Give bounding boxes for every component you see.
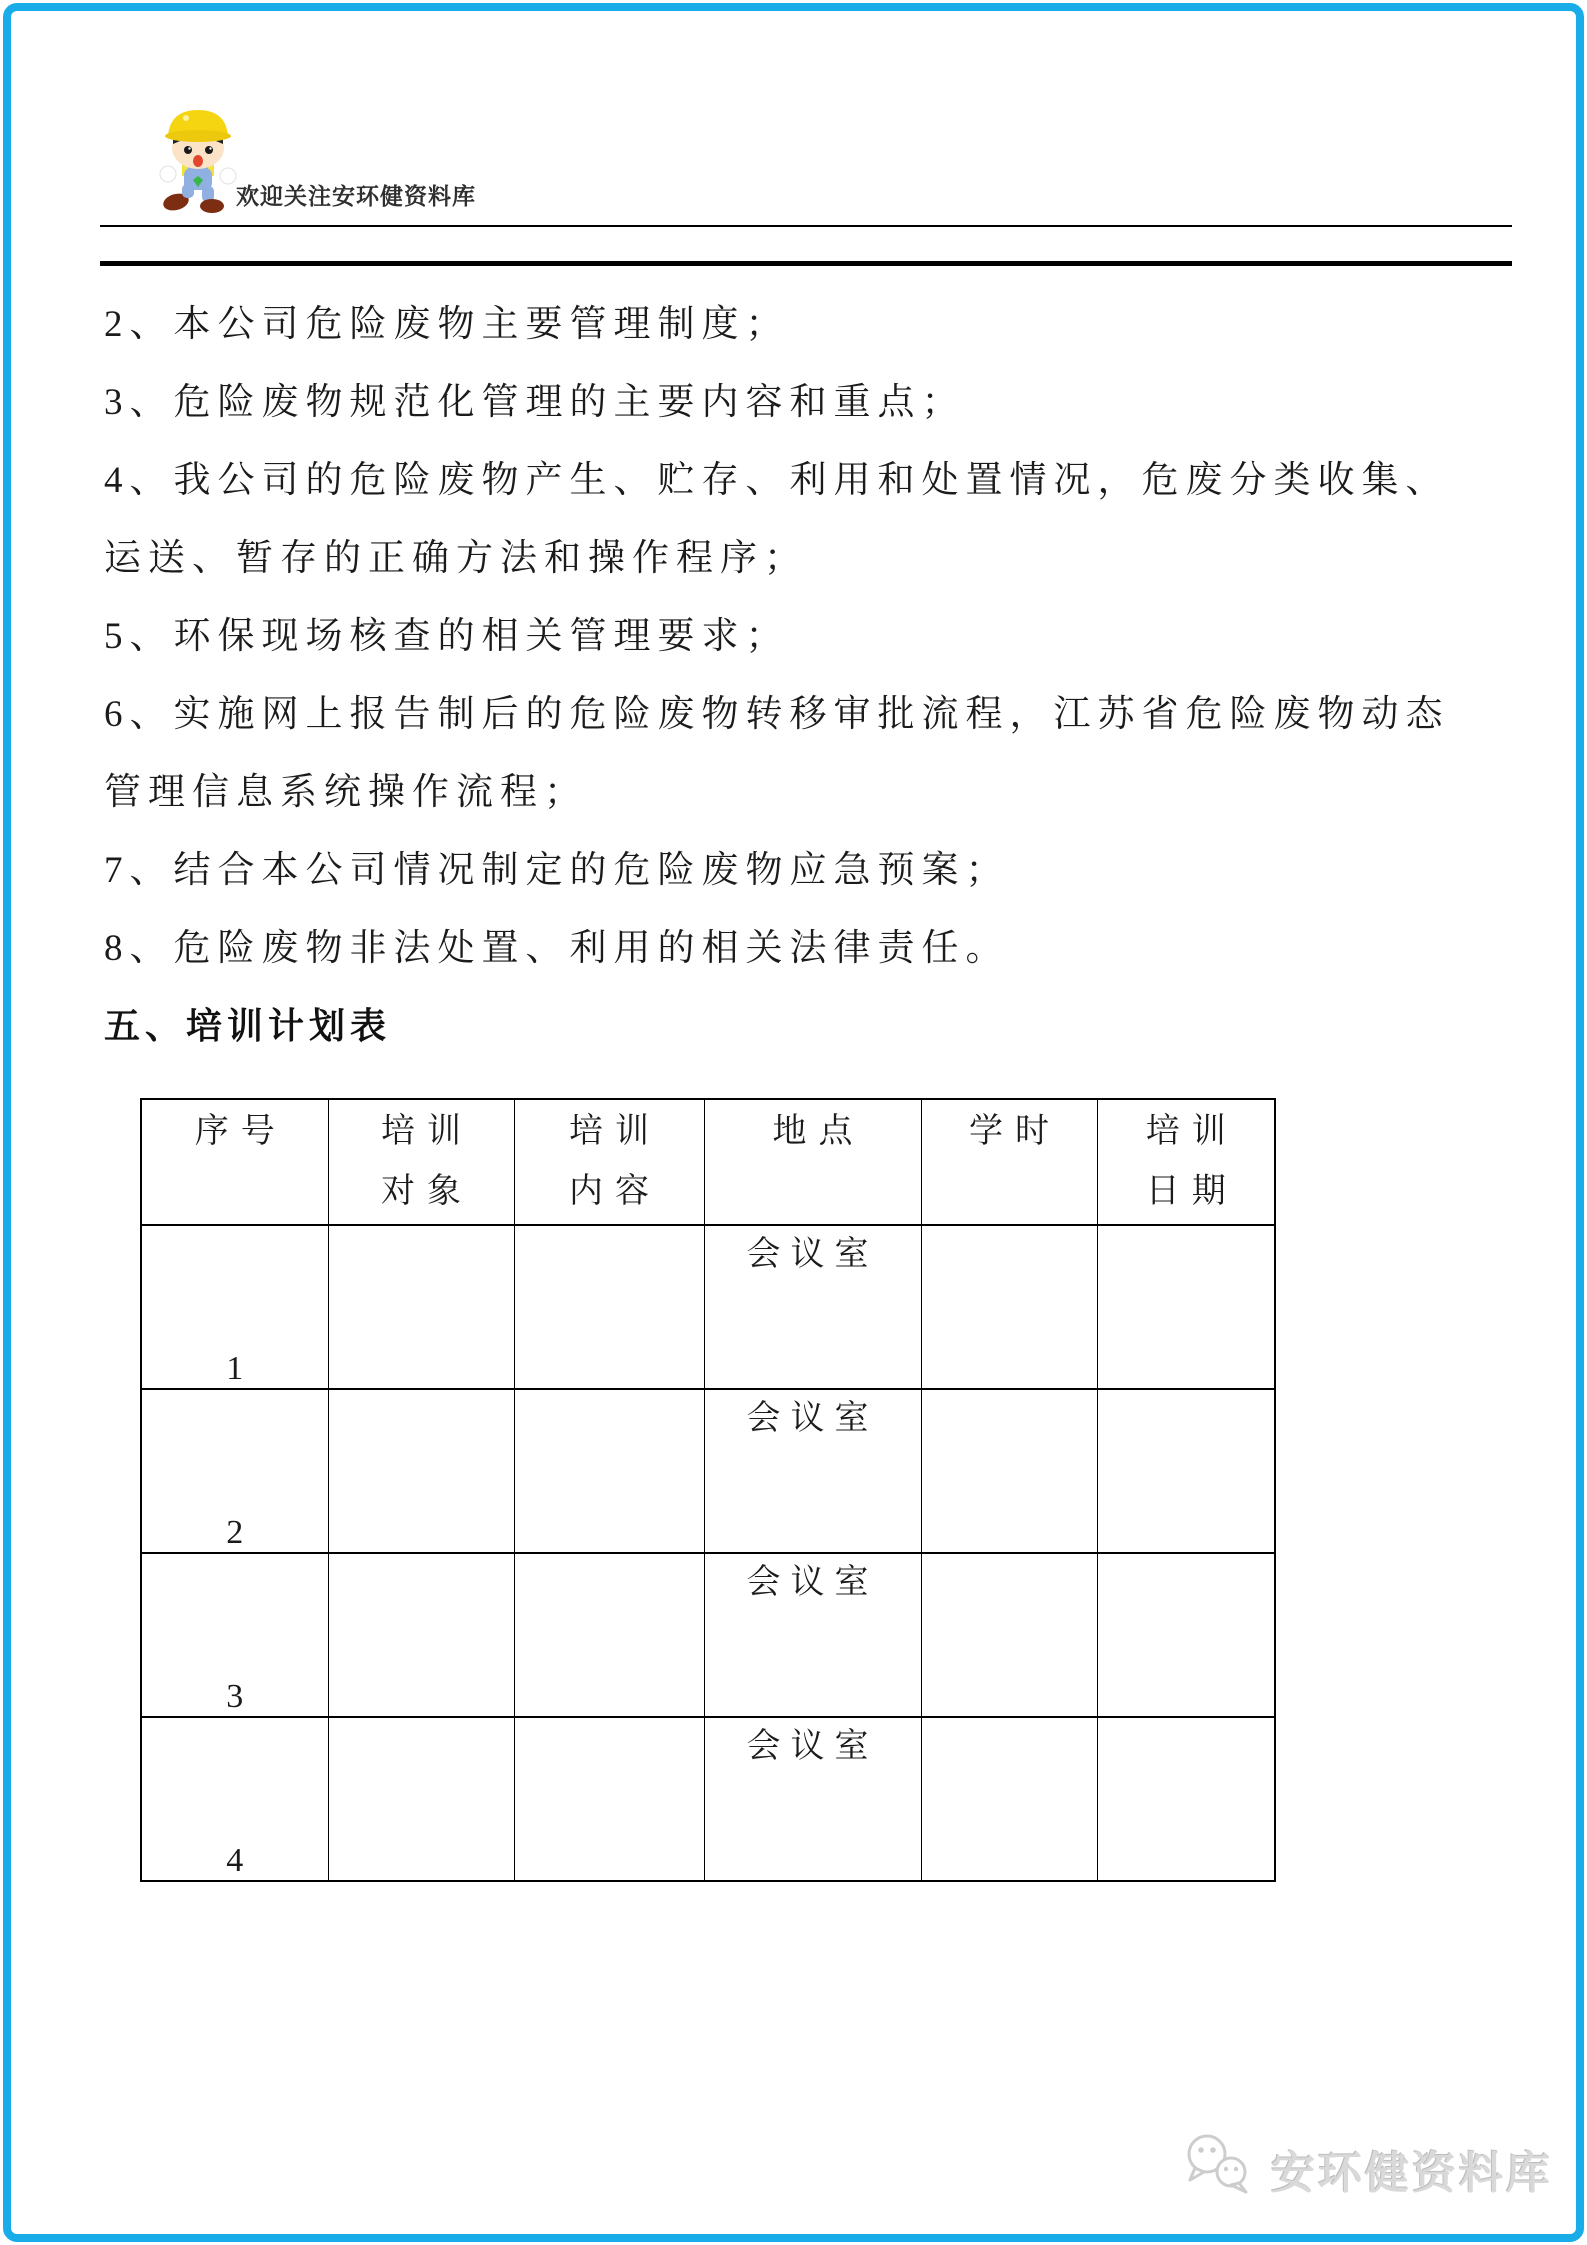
- cell-location: 会议室: [704, 1225, 921, 1389]
- footer-brand-text: 安环健资料库: [1271, 2148, 1553, 2198]
- col-header-no: 序号: [141, 1099, 328, 1225]
- col-header-hours: 学时: [921, 1099, 1097, 1225]
- col-header-target: 培训 对象: [328, 1099, 514, 1225]
- cell-location: 会议室: [704, 1389, 921, 1553]
- footer-brand: [1179, 2128, 1553, 2209]
- cell-location: 会议室: [704, 1717, 921, 1881]
- body-line-4: 4、我公司的危险废物产生、贮存、利用和处置情况，危废分类收集、: [104, 460, 1450, 501]
- cell-target: [328, 1717, 514, 1881]
- cell-target: [328, 1225, 514, 1389]
- cell-date: [1097, 1717, 1275, 1881]
- cell-target: [328, 1553, 514, 1717]
- cell-date: [1097, 1225, 1275, 1389]
- cell-no: 3: [141, 1553, 328, 1717]
- section-heading-training-plan: 五、培训计划表: [104, 1005, 392, 1046]
- header-divider-thin: [100, 225, 1512, 227]
- body-line-5: 5、环保现场核查的相关管理要求；: [104, 616, 790, 657]
- cell-content: [514, 1389, 704, 1553]
- cell-hours: [921, 1553, 1097, 1717]
- cell-target: [328, 1389, 514, 1553]
- cell-content: [514, 1553, 704, 1717]
- cell-hours: [921, 1225, 1097, 1389]
- col-header-content: 培训 内容: [514, 1099, 704, 1225]
- cell-no: 2: [141, 1389, 328, 1553]
- table-row: [141, 1717, 1275, 1881]
- body-line-6: 6、实施网上报告制后的危险废物转移审批流程，江苏省危险废物动态: [104, 694, 1450, 735]
- body-line-2: 2、本公司危险废物主要管理制度；: [104, 304, 790, 345]
- table-row: [141, 1389, 1275, 1553]
- cell-content: [514, 1717, 704, 1881]
- cell-hours: [921, 1717, 1097, 1881]
- body-line-6-wrap: 管理信息系统操作流程；: [104, 772, 588, 813]
- col-header-date: 培训 日期: [1097, 1099, 1275, 1225]
- body-line-4-wrap: 运送、暂存的正确方法和操作程序；: [104, 538, 808, 579]
- col-header-location: 地点: [704, 1099, 921, 1225]
- body-line-7: 7、结合本公司情况制定的危险废物应急预案；: [104, 850, 1010, 891]
- cell-no: 1: [141, 1225, 328, 1389]
- cell-date: [1097, 1389, 1275, 1553]
- cell-date: [1097, 1553, 1275, 1717]
- cell-hours: [921, 1389, 1097, 1553]
- table-header-row: [141, 1099, 1275, 1225]
- table-row: [141, 1225, 1275, 1389]
- document-body: [104, 281, 1450, 983]
- header-divider-thick: [100, 261, 1512, 266]
- body-line-3: 3、危险废物规范化管理的主要内容和重点；: [104, 382, 966, 423]
- table-row: [141, 1553, 1275, 1717]
- body-line-8: 8、危险废物非法处置、利用的相关法律责任。: [104, 928, 1010, 969]
- cell-no: 4: [141, 1717, 328, 1881]
- wechat-icon: [1179, 2128, 1261, 2209]
- cell-content: [514, 1225, 704, 1389]
- cell-location: 会议室: [704, 1553, 921, 1717]
- header-brand-text: 欢迎关注安环健资料库: [236, 183, 476, 209]
- training-plan-table: [140, 1098, 1276, 1882]
